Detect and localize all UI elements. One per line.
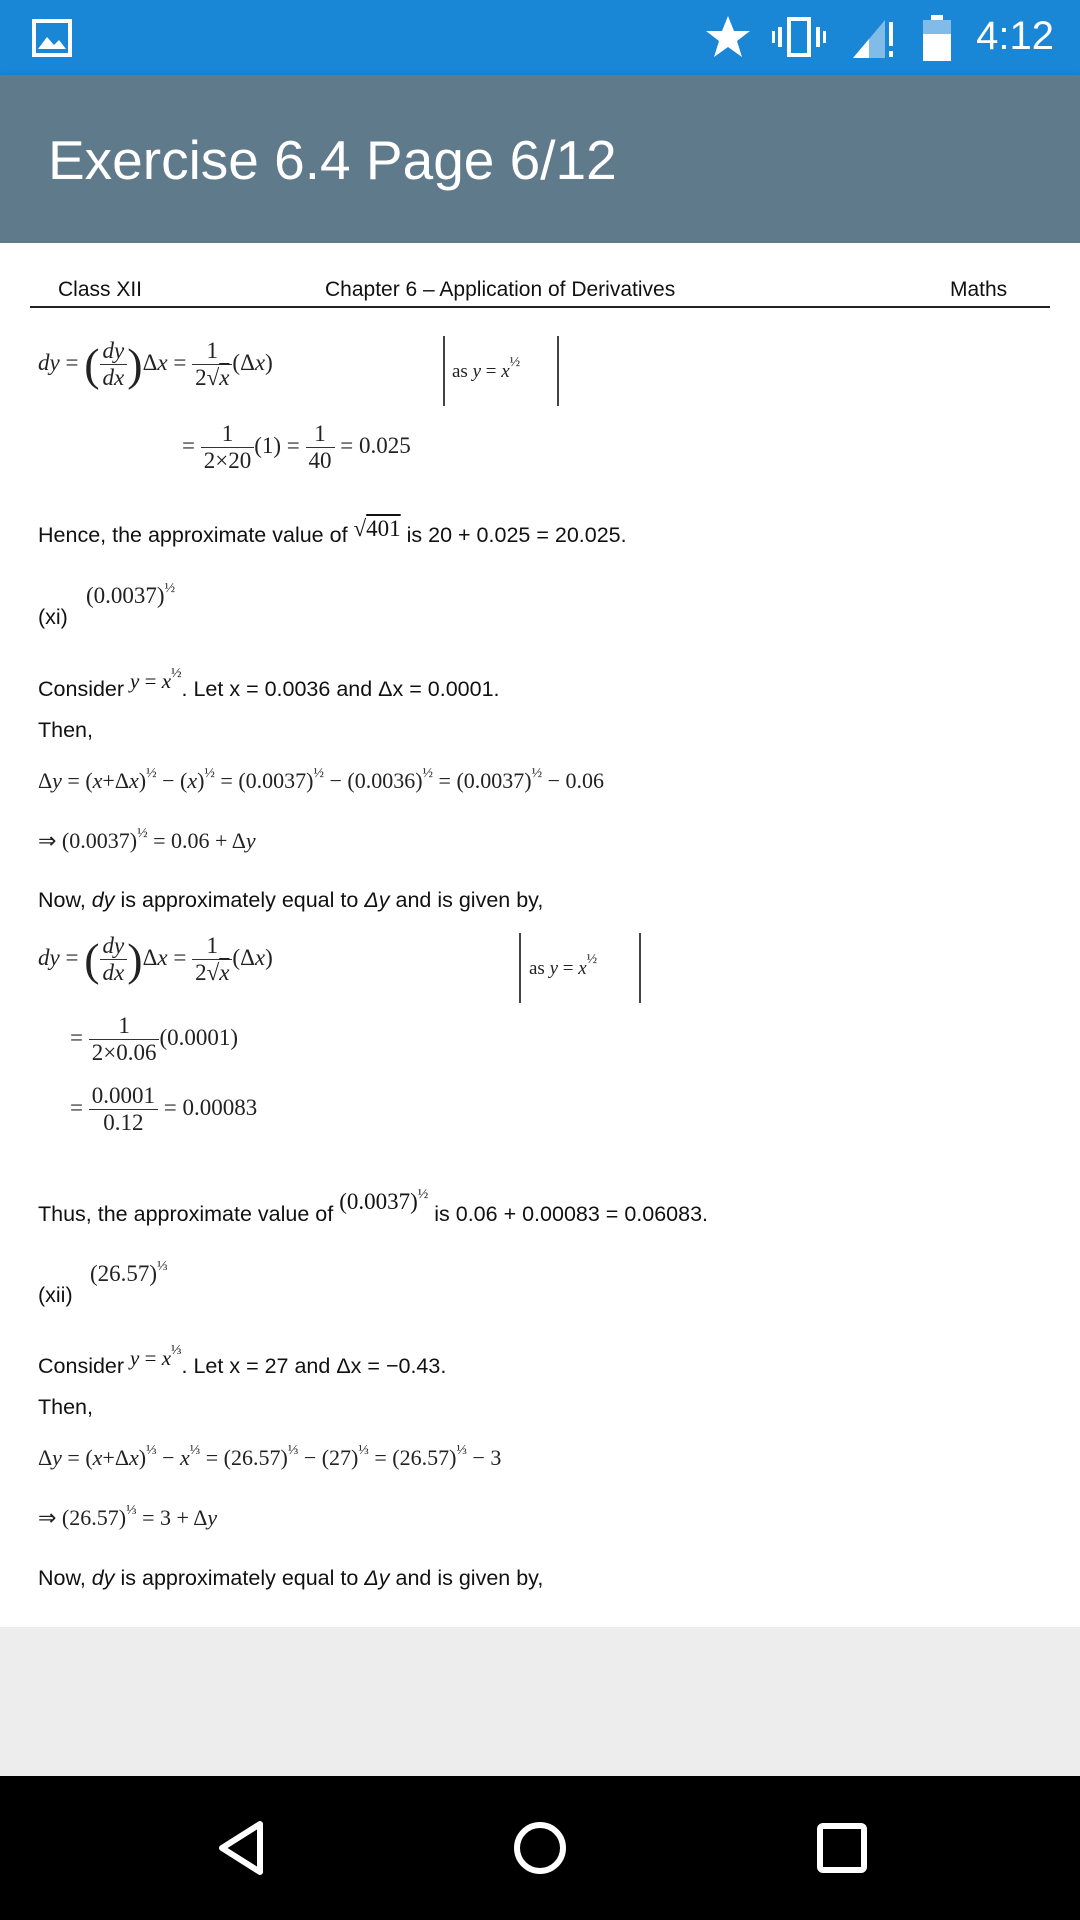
equation-implies-xi: ⇒ $(0.0037)^{\frac{1}{2}} = 0.06 + \Delta y$ xyxy=(38,826,256,853)
doc-class-label: Class XII xyxy=(58,278,143,301)
equation-delta-xii: $\Delta y = (x+\Delta x)^{\frac{1}{3}} - x^{\frac{1}{3}} = (26.57)^{\frac{1}{3}} - (27)^{\frac{1}{3}} = (26.57)^{\frac{1}{3}} - 3$ xyxy=(38,1443,502,1470)
recents-icon[interactable] xyxy=(812,1818,872,1878)
battery-icon xyxy=(921,14,953,62)
part-xi-expression: $(0.0037)^{\frac{1}{2}}$ xyxy=(86,581,176,608)
then-text-2: Then, xyxy=(38,1395,93,1419)
document-page[interactable] xyxy=(0,243,1080,1627)
clock: 4:12 xyxy=(976,14,1054,58)
doc-subject-label: Maths xyxy=(950,278,1008,301)
consider-xii-text: Consider $y = x^{\frac{1}{3}}$. Let x = 27 and Δx = −0.43. xyxy=(38,1343,447,1378)
vibrate-icon xyxy=(771,16,827,58)
equation-dy-1: dy = ( $\frac{dy}{dx}$ )Δx = $\frac{1}{2√x}$ (Δx) xyxy=(38,338,273,390)
signal-icon xyxy=(851,16,897,60)
part-xi-label: (xi) xyxy=(38,605,68,629)
part-xii-expression: $(26.57)^{\frac{1}{3}}$ xyxy=(90,1259,168,1286)
navigation-bar xyxy=(0,1776,1080,1920)
back-icon[interactable] xyxy=(212,1818,272,1878)
star-icon xyxy=(704,14,752,60)
doc-chapter-label: Chapter 6 – Application of Derivatives xyxy=(325,278,676,301)
page-title: Exercise 6.4 Page 6/12 xyxy=(48,129,617,191)
equation-dy-2: dy = ( $\frac{dy}{dx}$ )Δx = $\frac{1}{2√x}$ (Δx) xyxy=(38,933,273,985)
thus-text: Thus, the approximate value of $(0.0037)^{\frac{1}{2}}$ is 0.06 + 0.00083 = 0.06083. xyxy=(38,1187,709,1226)
equation-note-1: as $y = x^{\frac{1}{2}}$ xyxy=(452,355,521,382)
equation-value-1: = $\frac{1}{2\times 20}$ (1) = $\frac{1}{40}$ = 0.025 xyxy=(182,421,411,473)
equation-implies-xii: ⇒ $(26.57)^{\frac{1}{3}} = 3 + \Delta y$ xyxy=(38,1503,218,1530)
status-bar xyxy=(0,0,1080,75)
equation-value-2b: = $\frac{0.0001}{0.12}$ = 0.00083 xyxy=(70,1083,258,1135)
gallery-icon xyxy=(32,19,72,57)
now-dy-text-1: Now, dy is approximately equal to Δy and is given by, xyxy=(38,888,544,912)
equation-note-2: as $y = x^{\frac{1}{2}}$ xyxy=(529,952,598,979)
then-text-1: Then, xyxy=(38,718,93,742)
part-xii-label: (xii) xyxy=(38,1283,73,1307)
now-dy-text-2: Now, dy is approximately equal to Δy and is given by, xyxy=(38,1566,544,1590)
hence-text: Hence, the approximate value of √401 is 20 + 0.025 = 20.025. xyxy=(38,516,627,547)
equation-value-2a: = $\frac{1}{2\times 0.06}$ (0.0001) xyxy=(70,1013,239,1065)
home-icon[interactable] xyxy=(510,1818,570,1878)
equation-delta-xi: $\Delta y = (x+\Delta x)^{\frac{1}{2}} - (x)^{\frac{1}{2}} = (0.0037)^{\frac{1}{2}} - (0.0036)^{\frac{1}{2}} = (0.0037)^{\frac{1}{2}} - 0.06$ xyxy=(38,766,605,793)
consider-xi-text: Consider $y = x^{\frac{1}{2}}$. Let x = 0.0036 and Δx = 0.0001. xyxy=(38,666,500,701)
app-bar xyxy=(0,75,1080,243)
header-divider xyxy=(30,306,1050,308)
